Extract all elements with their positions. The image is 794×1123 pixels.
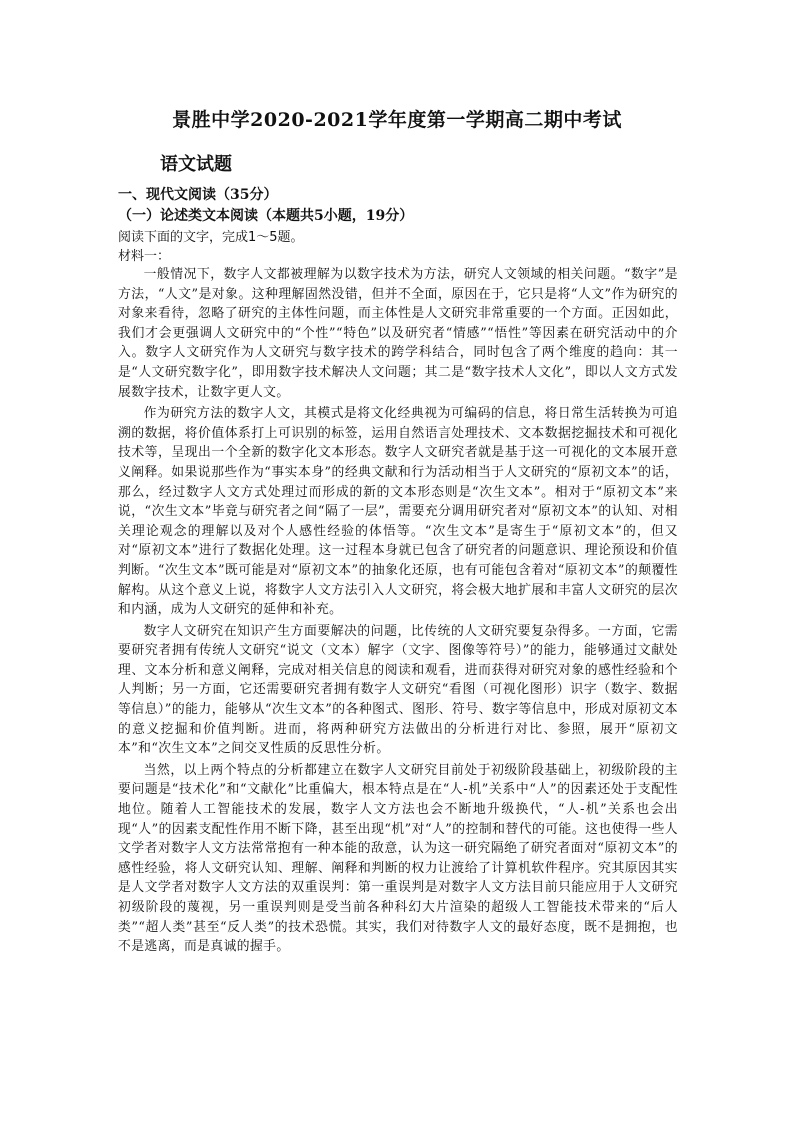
- material-body: [118, 265, 678, 959]
- exam-title: 景胜中学2020-2021学年度第一学期高二期中考试: [172, 109, 622, 131]
- subsection-heading: （一）论述类文本阅读（本题共5小题，19分）: [118, 208, 414, 224]
- section-heading: 一、现代文阅读（35分）: [118, 187, 278, 203]
- paragraph-4: 当然，以上两个特点的分析都建立在数字人文研究目前处于初级阶段基础上，初级阶段的主要问题是“技术化”和“文献化”比重偏大，根本特点是在“人-机”关系中“人”的因素还处于支配性地位。随着人工智能技术的发展，数字人文方法也会不断地升级换代，“人-机”关系也会出现“人”的因素支配性作用不断下降，甚至出现“机”对“人”的控制和替代的可能。这也使得一些人文学者对数字人文方法常常抱有一种本能的敌意，认为这一研究隔绝了研究者面对“原初文本”的感性经验，将人文研究认知、理解、阐释和判断的权力让渡给了计算机软件程序。究其原因其实是人文学者对数字人文方法的双重误判：第一重误判是对数字人文方法目前只能应用于人文研究初级阶段的蔑视，另一重误判则是受当前各种科幻大片渲染的超级人工智能技术带来的“后人类”“超人类”甚至“反人类”的技术恐慌。其实，我们对待数字人文的最好态度，既不是拥抱，也不是逃离，而是真诚的握手。: [118, 762, 678, 955]
- exam-subtitle: 语文试题: [160, 154, 232, 175]
- reading-instruction: 阅读下面的文字，完成1～5题。: [118, 230, 304, 245]
- paragraph-2: 作为研究方法的数字人文，其模式是将文化经典视为可编码的信息，将日常生活转换为可追溯的数据，将价值体系打上可识别的标签，运用自然语言处理技术、文本数据挖掘技术和可视化技术等，呈现出一个全新的数字化文本形态。数字人文研究者就是基于这一可视化的文本展开意义阐释。如果说那些作为“事实本身”的经典文献和行为活动相当于人文研究的“原初文本”的话，那么，经过数字人文方式处理过而形成的新的文本形态则是“次生文本”。相对于“原初文本”来说，“次生文本”毕竟与研究者之间“隔了一层”，需要充分调用研究者对“原初文本”的认知、对相关理论观念的理解以及对个人感性经验的体悟等。“次生文本”是寄生于“原初文本”的，但又对“原初文本”进行了数据化处理。这一过程本身就已包含了研究者的问题意识、理论预设和价值判断。“次生文本”既可能是对“原初文本”的抽象化还原，也有可能包含着对“原初文本”的颠覆性解构。从这个意义上说，将数字人文方法引入人文研究，将会极大地扩展和丰富人文研究的层次和内涵，成为人文研究的延伸和补充。: [118, 406, 678, 618]
- material-label: 材料一：: [118, 249, 171, 264]
- paragraph-3: 数字人文研究在知识产生方面要解决的问题，比传统的人文研究要复杂得多。一方面，它需要研究者拥有传统人文研究“说文（文本）解字（文字、图像等符号）”的能力，能够通过文献处理、文本分析和意义阐释，完成对相关信息的阅读和观看，进而获得对研究对象的感性经验和个人判断；另一方面，它还需要研究者拥有数字人文研究“看图（可视化图形）识字（数字、数据等信息）”的能力，能够从“次生文本”的各种图式、图形、符号、数字等信息中，形成对原初文本的意义挖掘和价值判断。进而，将两种研究方法做出的分析进行对比、参照，展开“原初文本”和“次生文本”之间交叉性质的反思性分析。: [118, 623, 678, 757]
- paragraph-1: 一般情况下，数字人文都被理解为以数字技术为方法，研究人文领域的相关问题。“数字”是方法，“人文”是对象。这种理解固然没错，但并不全面，原因在于，它只是将“人文”作为研究的对象来看待，忽略了研究的主体性问题，而主体性是人文研究非常重要的一个方面。正因如此，我们才会更强调人文研究中的“个性”“特色”以及研究者“情感”“悟性”等因素在研究活动中的介入。数字人文研究作为人文研究与数字技术的跨学科结合，同时包含了两个维度的趋向：其一是“人文研究数字化”，即用数字技术解决人文问题；其二是“数字技术人文化”，即以人文方式发展数字技术，让数字更人文。: [118, 267, 678, 400]
